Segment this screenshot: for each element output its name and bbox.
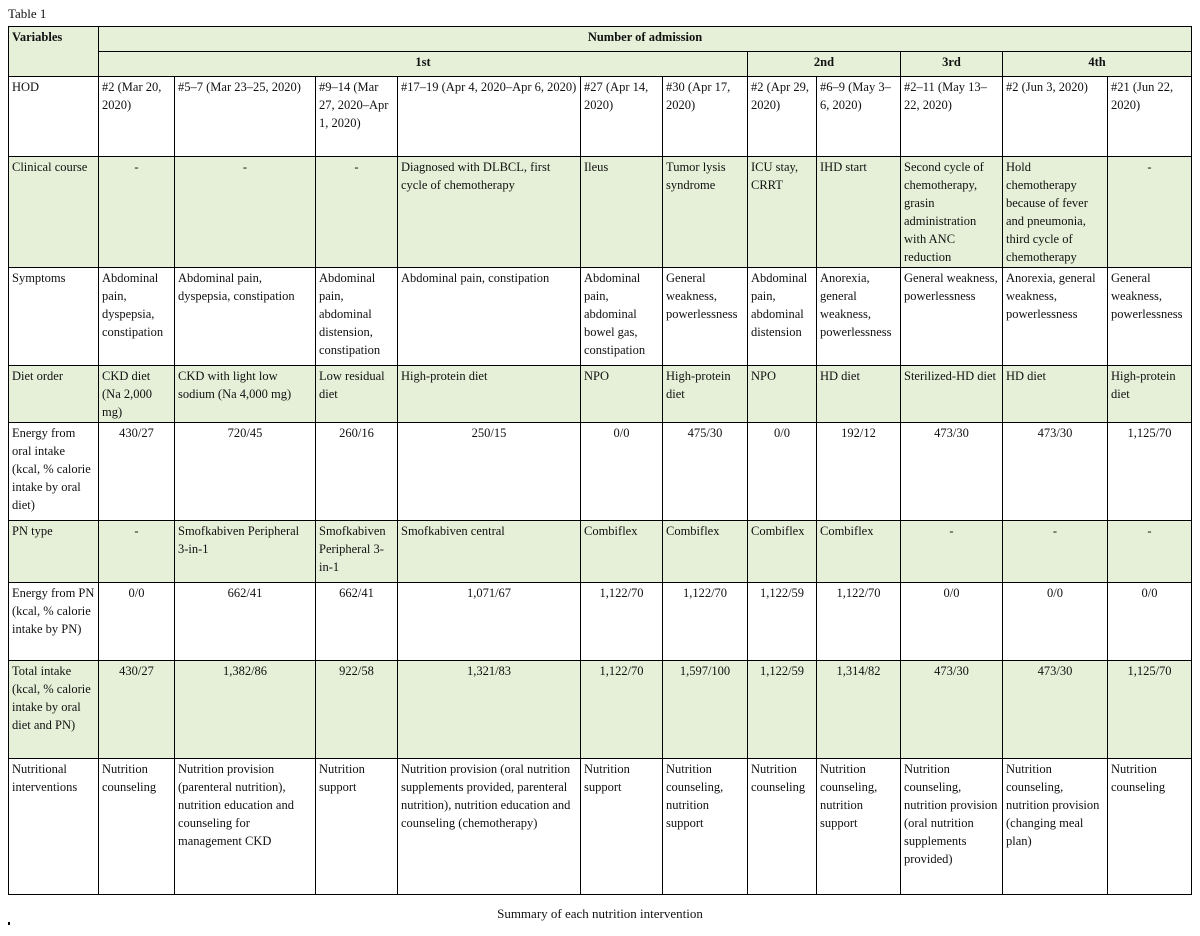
table-cell: 473/30 (1003, 423, 1108, 521)
table-cell: 473/30 (1003, 661, 1108, 759)
table-cell: Nutrition counseling (1108, 759, 1192, 895)
table-cell: General weakness, powerlessness (1108, 268, 1192, 366)
table-row (9, 268, 1192, 366)
table-cell: - (316, 157, 398, 268)
table-cell: 1,071/67 (398, 583, 581, 661)
table-cell: #21 (Jun 22, 2020) (1108, 77, 1192, 157)
table-cell: 0/0 (901, 583, 1003, 661)
table-cell: Diagnosed with DLBCL, first cycle of chemotherapy (398, 157, 581, 268)
table-cell: 0/0 (748, 423, 817, 521)
admission-3rd-header: 3rd (901, 52, 1003, 77)
table-cell: 250/15 (398, 423, 581, 521)
table-cell: CKD diet (Na 2,000 mg) (99, 366, 175, 423)
table-cell: General weakness, powerlessness (663, 268, 748, 366)
table-cell: 430/27 (99, 661, 175, 759)
table-cell: General weakness, powerlessness (901, 268, 1003, 366)
table-cell: #17–19 (Apr 4, 2020–Apr 6, 2020) (398, 77, 581, 157)
row-label: Nutritional interventions (9, 759, 99, 895)
row-label: Diet order (9, 366, 99, 423)
table-cell: Nutrition counseling (99, 759, 175, 895)
table-cell: 662/41 (316, 583, 398, 661)
table-cell: - (1108, 157, 1192, 268)
table-cell: 473/30 (901, 661, 1003, 759)
table-cell: 1,597/100 (663, 661, 748, 759)
table-cell: - (175, 157, 316, 268)
table-cell: High-protein diet (1108, 366, 1192, 423)
table-cell: 1,382/86 (175, 661, 316, 759)
table-cell: 662/41 (175, 583, 316, 661)
row-label: Energy from oral intake (kcal, % calorie intake by oral diet) (9, 423, 99, 521)
table-cell: 922/58 (316, 661, 398, 759)
table-cell: #9–14 (Mar 27, 2020–Apr 1, 2020) (316, 77, 398, 157)
table-cell: IHD start (817, 157, 901, 268)
table-cell: High-protein diet (398, 366, 581, 423)
table-cell: - (1003, 521, 1108, 583)
table-cell: HD diet (817, 366, 901, 423)
table-cell: CKD with light low sodium (Na 4,000 mg) (175, 366, 316, 423)
table-cell: High-protein diet (663, 366, 748, 423)
table-cell: NPO (581, 366, 663, 423)
row-label: PN type (9, 521, 99, 583)
row-label: Total intake (kcal, % calorie intake by oral diet and PN) (9, 661, 99, 759)
table-cell: - (99, 521, 175, 583)
table-cell: #30 (Apr 17, 2020) (663, 77, 748, 157)
table-cell: Abdominal pain, dyspepsia, constipation (99, 268, 175, 366)
table-cell: Smofkabiven Peripheral 3-in-1 (175, 521, 316, 583)
table-cell: - (99, 157, 175, 268)
table-row (9, 423, 1192, 521)
table-cell: 192/12 (817, 423, 901, 521)
table-cell: Nutrition counseling, nutrition provision (changing meal plan) (1003, 759, 1108, 895)
variables-header: Variables (9, 27, 99, 77)
table-cell: Anorexia, general weakness, powerlessness (1003, 268, 1108, 366)
table-cell: Abdominal pain, dyspepsia, constipation (175, 268, 316, 366)
table-cell: Low residual diet (316, 366, 398, 423)
table-cell: HD diet (1003, 366, 1108, 423)
table-cell: 473/30 (901, 423, 1003, 521)
table-row (9, 366, 1192, 423)
table-cell: Nutrition counseling, nutrition support (817, 759, 901, 895)
footer-mark (8, 922, 10, 925)
row-label: HOD (9, 77, 99, 157)
table-cell: 0/0 (99, 583, 175, 661)
table-cell: Nutrition provision (parenteral nutrition), nutrition education and counseling for management CKD (175, 759, 316, 895)
table-cell: Anorexia, general weakness, powerlessness (817, 268, 901, 366)
table-cell: Nutrition counseling, nutrition support (663, 759, 748, 895)
table-cell: #2 (Mar 20, 2020) (99, 77, 175, 157)
table-cell: #2 (Jun 3, 2020) (1003, 77, 1108, 157)
table-cell: 1,122/70 (581, 583, 663, 661)
table-cell: Combiflex (663, 521, 748, 583)
table-cell: 475/30 (663, 423, 748, 521)
table-cell: Nutrition support (316, 759, 398, 895)
table-cell: Second cycle of chemotherapy, grasin administration with ANC reduction (901, 157, 1003, 268)
row-label: Symptoms (9, 268, 99, 366)
table-cell: Ileus (581, 157, 663, 268)
admission-1st-header: 1st (99, 52, 748, 77)
table-cell: Nutrition counseling, nutrition provision (oral nutrition supplements provided) (901, 759, 1003, 895)
table-cell: Abdominal pain, abdominal bowel gas, constipation (581, 268, 663, 366)
table-row (9, 77, 1192, 157)
table-cell: Sterilized-HD diet (901, 366, 1003, 423)
table-cell: Hold chemotherapy because of fever and pneumonia, third cycle of chemotherapy (1003, 157, 1108, 268)
table-cell: Abdominal pain, constipation (398, 268, 581, 366)
table-cell: 720/45 (175, 423, 316, 521)
table-cell: 0/0 (581, 423, 663, 521)
table-cell: Nutrition support (581, 759, 663, 895)
table-row (9, 521, 1192, 583)
table-cell: 430/27 (99, 423, 175, 521)
table-cell: Abdominal pain, abdominal distension, constipation (316, 268, 398, 366)
table-cell: #5–7 (Mar 23–25, 2020) (175, 77, 316, 157)
table-cell: 1,122/70 (581, 661, 663, 759)
table-cell: Combiflex (748, 521, 817, 583)
table-cell: Smofkabiven Peripheral 3-in-1 (316, 521, 398, 583)
nutrition-table (8, 26, 1192, 895)
table-row (9, 157, 1192, 268)
table-cell: #27 (Apr 14, 2020) (581, 77, 663, 157)
table-cell: NPO (748, 366, 817, 423)
table-cell: Smofkabiven central (398, 521, 581, 583)
table-cell: - (1108, 521, 1192, 583)
table-cell: Combiflex (581, 521, 663, 583)
number-of-admission-header: Number of admission (99, 27, 1192, 52)
table-cell: Abdominal pain, abdominal distension (748, 268, 817, 366)
table-cell: Combiflex (817, 521, 901, 583)
table-row (9, 759, 1192, 895)
table-cell: 1,321/83 (398, 661, 581, 759)
row-label: Clinical course (9, 157, 99, 268)
row-label: Energy from PN (kcal, % calorie intake by PN) (9, 583, 99, 661)
table-cell: #2–11 (May 13–22, 2020) (901, 77, 1003, 157)
table-cell: #2 (Apr 29, 2020) (748, 77, 817, 157)
table-cell: - (901, 521, 1003, 583)
table-cell: 1,122/70 (663, 583, 748, 661)
table-cell: 1,125/70 (1108, 423, 1192, 521)
table-cell: 0/0 (1003, 583, 1108, 661)
table-cell: 1,122/59 (748, 661, 817, 759)
table-cell: 1,314/82 (817, 661, 901, 759)
table-cell: 260/16 (316, 423, 398, 521)
admission-4th-header: 4th (1003, 52, 1192, 77)
table-cell: 0/0 (1108, 583, 1192, 661)
table-cell: Nutrition counseling (748, 759, 817, 895)
table-row (9, 583, 1192, 661)
table-label: Table 1 (8, 6, 47, 21)
admission-2nd-header: 2nd (748, 52, 901, 77)
table-cell: Tumor lysis syndrome (663, 157, 748, 268)
table-cell: 1,122/59 (748, 583, 817, 661)
table-cell: 1,122/70 (817, 583, 901, 661)
table-caption: Summary of each nutrition intervention (497, 906, 703, 921)
table-cell: #6–9 (May 3–6, 2020) (817, 77, 901, 157)
table-cell: ICU stay, CRRT (748, 157, 817, 268)
table-row (9, 661, 1192, 759)
table-cell: 1,125/70 (1108, 661, 1192, 759)
table-cell: Nutrition provision (oral nutrition supplements provided, parenteral nutrition), nutrition education and counseling (chemotherapy) (398, 759, 581, 895)
